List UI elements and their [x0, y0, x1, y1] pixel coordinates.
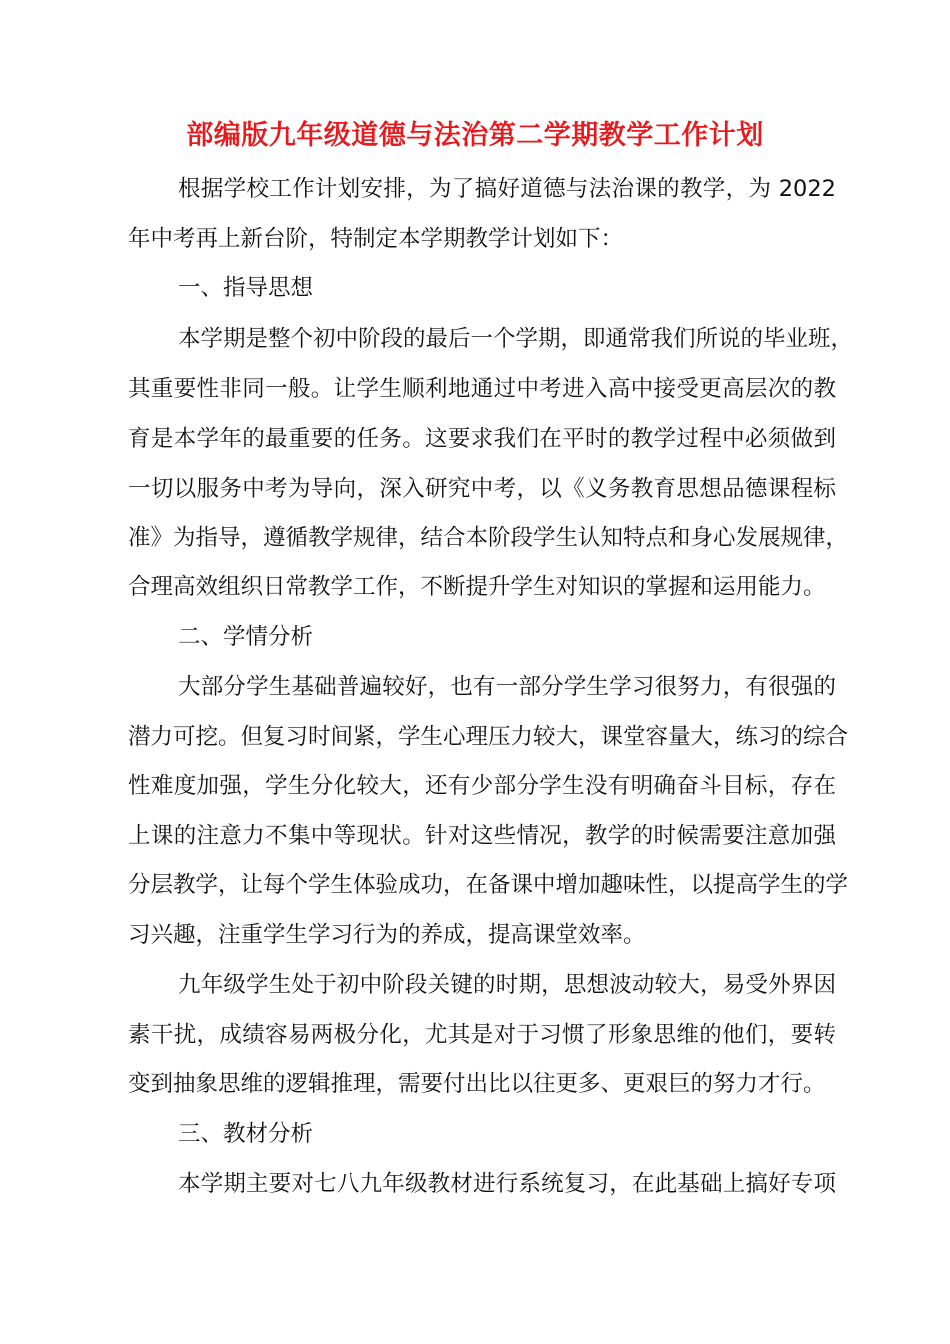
section-heading-student-analysis: 二、学情分析: [178, 624, 314, 650]
intro-line-2: 年中考再上新台阶，特制定本学期教学计划如下：: [128, 226, 624, 252]
paragraph-line: 本学期是整个初中阶段的最后一个学期，即通常我们所说的毕业班，: [178, 326, 854, 352]
paragraph-line: 大部分学生基础普遍较好，也有一部分学生学习很努力，有很强的: [178, 674, 836, 700]
paragraph-line: 合理高效组织日常教学工作，不断提升学生对知识的掌握和运用能力。: [128, 574, 826, 600]
paragraph-line: 本学期主要对七八九年级教材进行系统复习，在此基础上搞好专项: [178, 1171, 836, 1197]
paragraph-line: 上课的注意力不集中等现状。针对这些情况，教学的时候需要注意加强: [128, 823, 836, 849]
paragraph-line: 准》为指导，遵循教学规律，结合本阶段学生认知特点和身心发展规律，: [128, 525, 849, 551]
paragraph-line: 其重要性非同一般。让学生顺利地通过中考进入高中接受更高层次的教: [128, 376, 836, 402]
section-heading-textbook-analysis: 三、教材分析: [178, 1121, 314, 1147]
document-title: 部编版九年级道德与法治第二学期教学工作计划: [186, 120, 764, 151]
paragraph-line: 潜力可挖。但复习时间紧，学生心理压力较大，课堂容量大，练习的综合: [128, 724, 849, 750]
section-heading-guiding-thought: 一、指导思想: [178, 275, 314, 301]
paragraph-line: 变到抽象思维的逻辑推理，需要付出比以往更多、更艰巨的努力才行。: [128, 1071, 826, 1097]
paragraph-line: 九年级学生处于初中阶段关键的时期，思想波动较大，易受外界因: [178, 972, 836, 998]
paragraph-line: 性难度加强，学生分化较大，还有少部分学生没有明确奋斗目标，存在: [128, 773, 836, 799]
paragraph-line: 分层教学，让每个学生体验成功，在备课中增加趣味性，以提高学生的学: [128, 872, 849, 898]
paragraph-line: 育是本学年的最重要的任务。这要求我们在平时的教学过程中必须做到: [128, 426, 836, 452]
paragraph-line: 一切以服务中考为导向，深入研究中考，以《义务教育思想品德课程标: [128, 476, 836, 502]
intro-line-1: 根据学校工作计划安排，为了搞好道德与法治课的教学，为 2022: [178, 176, 836, 202]
paragraph-line: 习兴趣，注重学生学习行为的养成，提高课堂效率。: [128, 922, 646, 948]
paragraph-line: 素干扰，成绩容易两极分化，尤其是对于习惯了形象思维的他们，要转: [128, 1022, 836, 1048]
